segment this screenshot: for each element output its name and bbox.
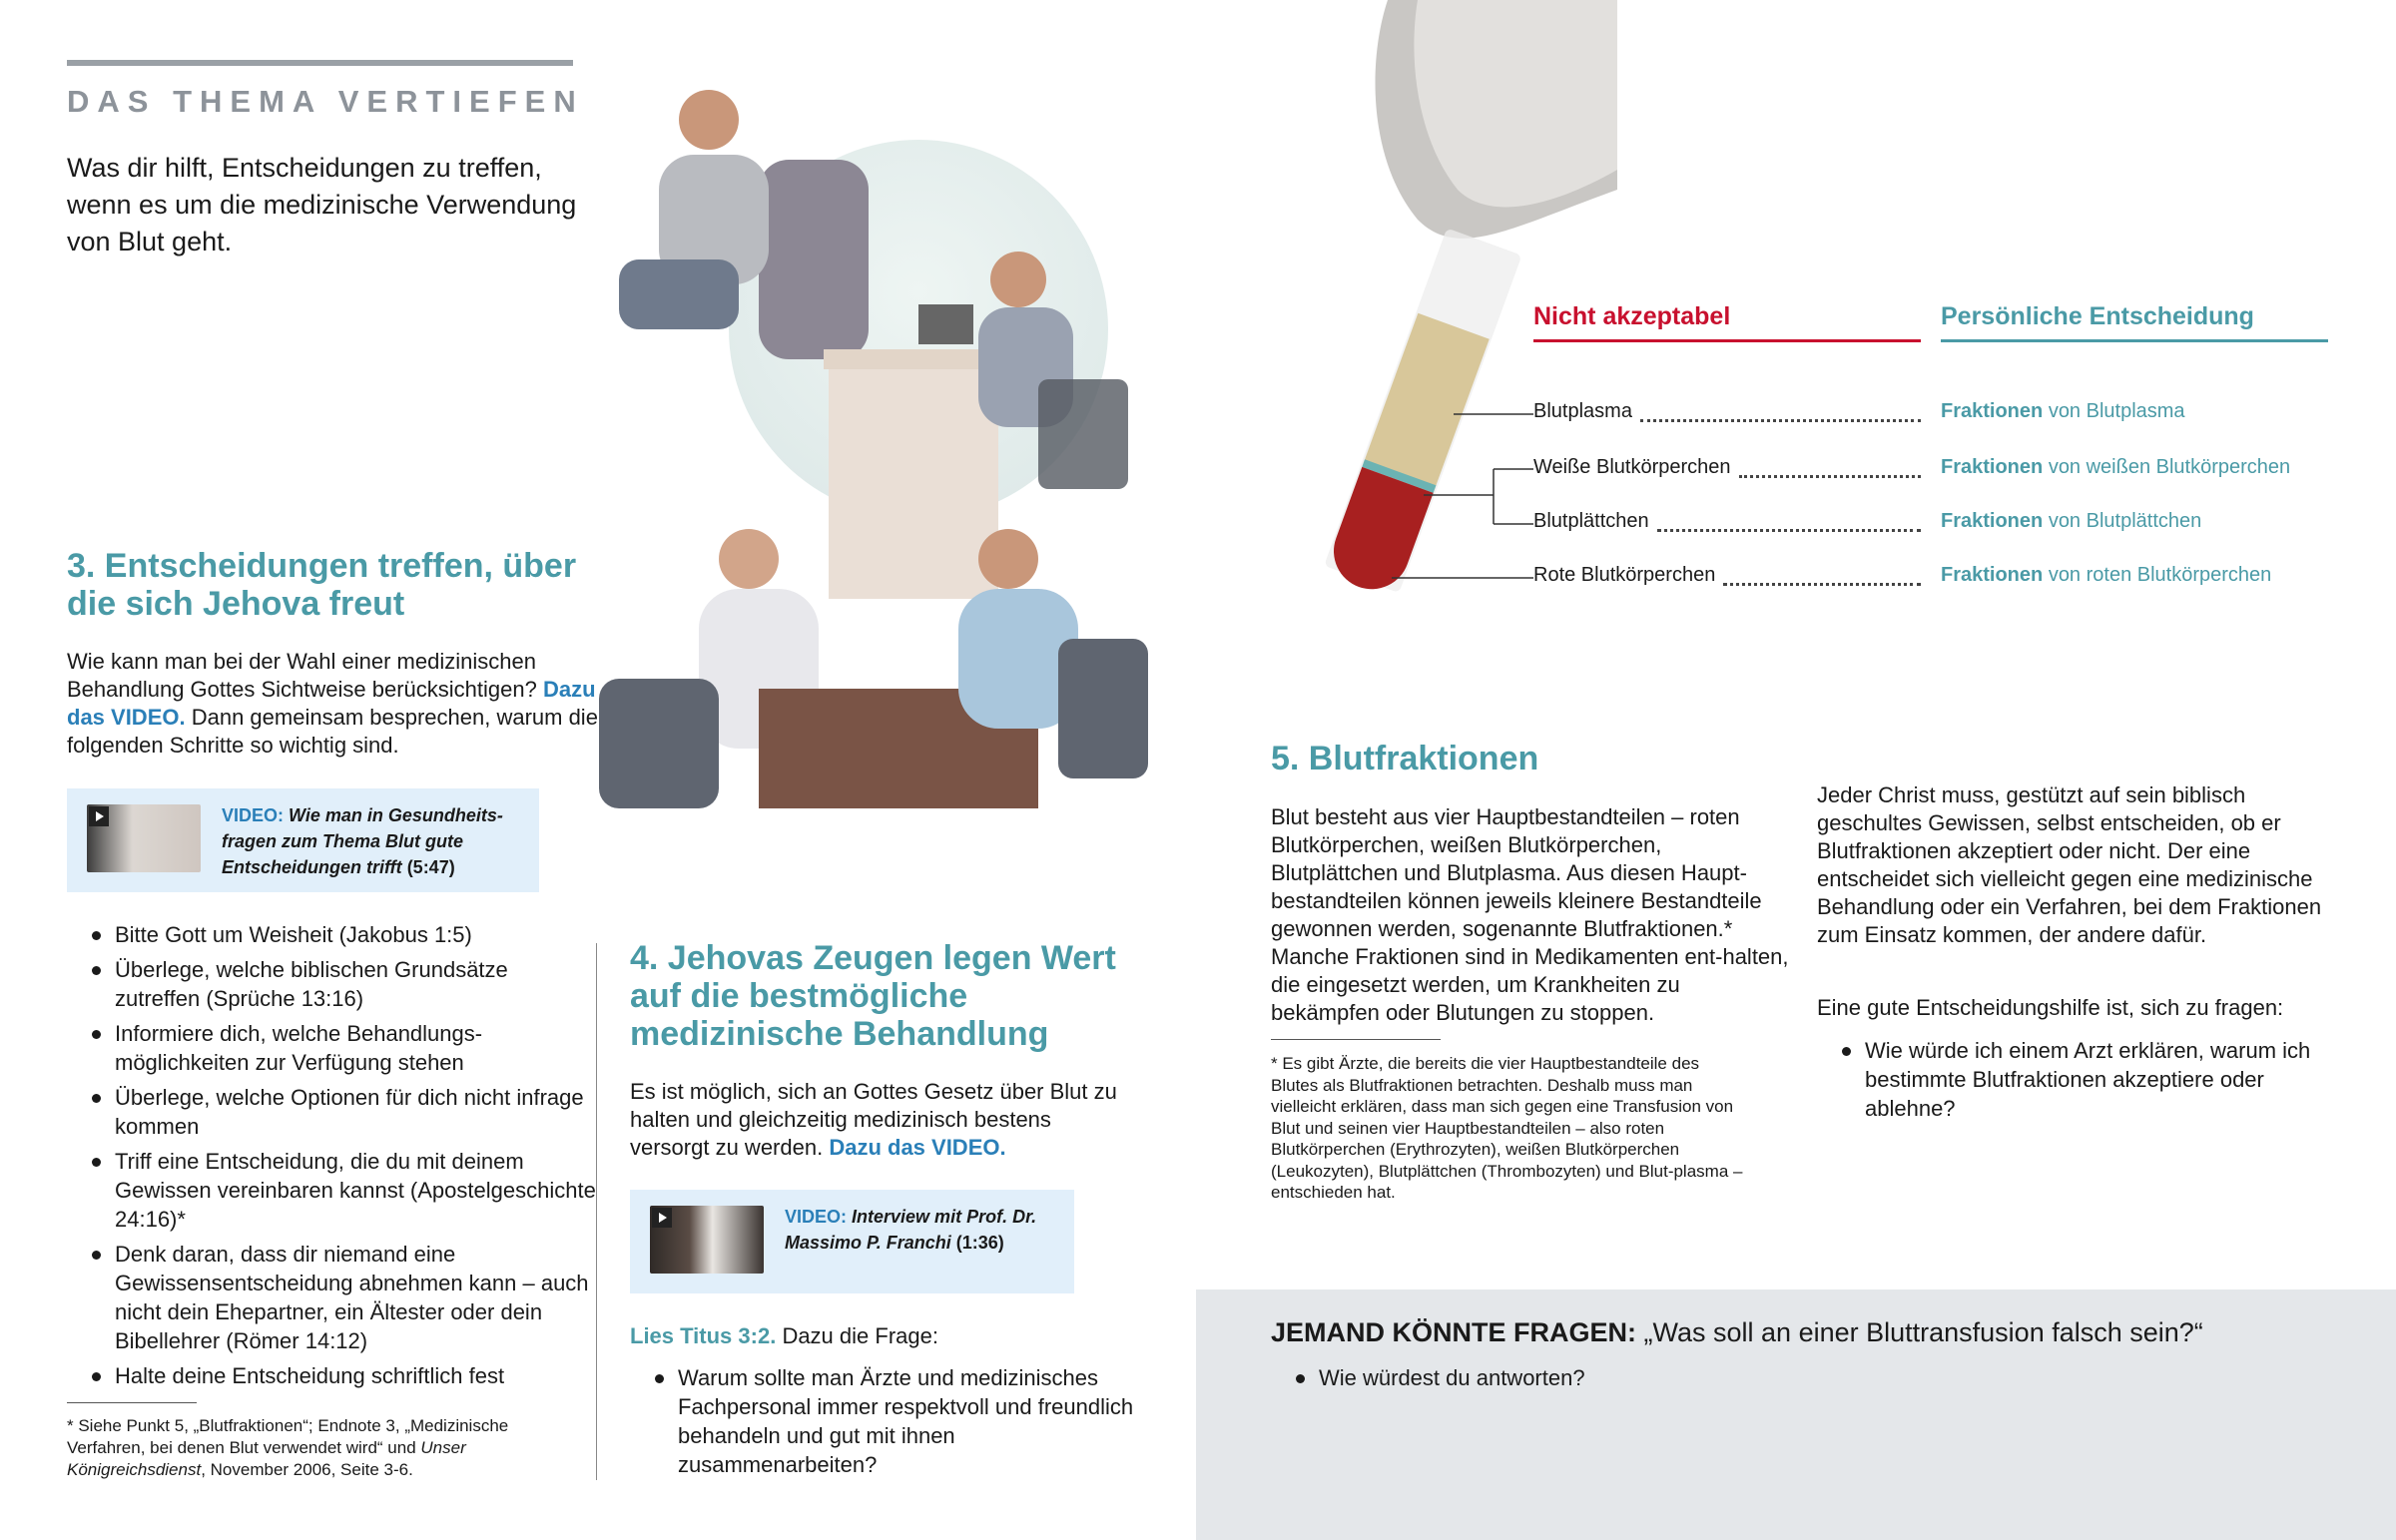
section-4-body-text: Es ist möglich, sich an Gottes Gesetz über Blut zu halten und gleichzeitig medizinisch bestens versorgt zu werden. — [630, 1079, 1117, 1160]
section-5-questions — [1817, 1036, 2336, 1129]
list-item: Halte deine Entscheidung schriftlich fest — [67, 1361, 596, 1390]
video-thumbnail[interactable] — [650, 1206, 764, 1274]
ask-questions — [1271, 1363, 1870, 1398]
play-icon[interactable] — [89, 806, 109, 826]
ask-lead: JEMAND KÖNNTE FRAGEN: — [1271, 1317, 1637, 1347]
section-5-title: 5. Blutfraktionen — [1271, 740, 1539, 777]
component-name: Blutplättchen — [1533, 510, 1649, 532]
column-divider — [596, 943, 597, 1480]
table-row — [1533, 564, 2328, 592]
footnote-rule — [67, 1402, 197, 1403]
table-row — [1533, 400, 2328, 428]
video-duration: (5:47) — [406, 857, 455, 877]
list-item: Überlege, welche Optionen für dich nicht infrage kommen — [67, 1083, 596, 1141]
prompt-text: Dazu die Frage: — [782, 1323, 938, 1348]
video-label: VIDEO: — [785, 1207, 848, 1227]
footnote-text: * Siehe Punkt 5, „Blutfraktionen“; Endnote 3, „Medizinische Verfahren, bei denen Blut verwendet wird“ und — [67, 1416, 509, 1457]
fraction-name: von Blutplättchen — [2048, 510, 2202, 532]
section-kicker: DAS THEMA VERTIEFEN — [67, 84, 584, 119]
fraction-word: Fraktionen — [1941, 564, 2044, 586]
video-caption — [222, 802, 521, 880]
table-row — [1533, 510, 2328, 538]
video-title: Wie man in Gesundheits-fragen zum Thema Blut gute Entscheidungen trifft — [222, 805, 503, 877]
fraction-word: Fraktionen — [1941, 510, 2044, 532]
video-label: VIDEO: — [222, 805, 285, 825]
column-rule-teal — [1941, 339, 2328, 342]
list-item: Wie würde ich einem Arzt erklären, warum ich bestimmte Blutfraktionen akzeptiere oder ablehne? — [1817, 1036, 2336, 1123]
bible-reading-prompt — [630, 1322, 1129, 1350]
section-3-body-text: Wie kann man bei der Wahl einer medizinischen Behandlung Gottes Sichtweise berücksichtigen? — [67, 649, 537, 702]
intro-text: Was dir hilft, Entscheidungen zu treffen, wenn es um die medizinische Verwendung von Blut geht. — [67, 153, 577, 257]
list-item: Warum sollte man Ärzte und medizinisches Fachpersonal immer respektvoll und freundlich behandeln und gut mit ihnen zusammenarbeiten? — [630, 1363, 1149, 1479]
video-link[interactable]: Dazu das VIDEO. — [67, 677, 596, 730]
video-link[interactable]: Dazu das VIDEO. — [829, 1135, 1006, 1160]
footnote-italic: Unser Königreichsdienst — [67, 1438, 466, 1479]
footnote-section-5: * Es gibt Ärzte, die bereits die vier Hauptbestandteile des Blutes als Blutfraktionen betrachten. Deshalb muss man vielleicht erklären, dass man sich gegen eine Transfusion von Blut und seinen vier Hauptbestandteilen – also roten Blutkörperchen (Erythrozyten), weißen Blutkörperchen (Leukozyten), Blutplättchen (Thrombozyten) und Blut-plasma – entschieden hat. — [1271, 1054, 1743, 1202]
table-row — [1533, 456, 2328, 484]
column-header-personal-decision: Persönliche Entscheidung — [1941, 302, 2254, 330]
list-item: Wie würdest du antworten? — [1271, 1363, 1870, 1392]
footnote-text-2: , November 2006, Seite 3-6. — [201, 1460, 413, 1479]
video-caption — [785, 1204, 1084, 1256]
section-3-steps — [67, 920, 596, 1396]
video-card-blood-decisions[interactable] — [67, 788, 539, 892]
column-rule-red — [1533, 339, 1921, 342]
section-5-question-lead: Eine gute Entscheidungshilfe ist, sich zu fragen: — [1817, 995, 2284, 1020]
video-title: Interview mit Prof. Dr. Massimo P. Franchi — [785, 1207, 1037, 1253]
list-item: Triff eine Entscheidung, die du mit deinem Gewissen vereinbaren kannst (Apostelgeschichte 24:16)* — [67, 1147, 596, 1234]
header-rule — [67, 60, 573, 66]
component-name: Weiße Blutkörperchen — [1533, 456, 1731, 478]
list-item: Bitte Gott um Weisheit (Jakobus 1:5) — [67, 920, 596, 949]
fraction-name: von weißen Blutkörperchen — [2048, 456, 2291, 478]
footnote-section-3 — [67, 1415, 586, 1481]
fraction-word: Fraktionen — [1941, 400, 2044, 422]
fraction-word: Fraktionen — [1941, 456, 2044, 478]
footnote-rule — [1271, 1039, 1441, 1040]
section-5-body: Blut besteht aus vier Hauptbestandteilen – roten Blutkörperchen, weißen Blutkörperchen, Blutplättchen und Blutplasma. Aus diesen Haupt-bestandteilen können jeweils kleinere Bestandteile gewonnen werden, sogenannte Blutfraktionen.* Manche Fraktionen sind in Medikamenten ent-halten, die eingesetzt werden, um Krankheiten zu bekämpfen oder Blutungen zu stoppen. — [1271, 804, 1789, 1025]
section-5-body-2: Jeder Christ muss, gestützt auf sein biblisch geschultes Gewissen, selbst entscheiden, ob er Blutfraktionen akzeptiert oder nicht. Der eine entscheidet sich vielleicht gegen eine medizinische Behandlung oder ein Verfahren, bei dem Fraktionen zum Einsatz kommen, der andere dafür. — [1817, 782, 2322, 947]
section-3-body-text-2: Dann gemeinsam besprechen, warum die folgenden Schritte so wichtig sind. — [67, 705, 598, 758]
list-item: Denk daran, dass dir niemand eine Gewissensentscheidung abnehmen kann – auch nicht dein Ehepartner, ein Ältester oder dein Bibellehrer (Römer 14:12) — [67, 1240, 596, 1355]
video-thumbnail[interactable] — [87, 804, 201, 872]
ask-quote: „Was soll an einer Bluttransfusion falsch sein?“ — [1643, 1317, 2203, 1347]
component-name: Rote Blutkörperchen — [1533, 564, 1716, 586]
bible-reference-link[interactable]: Lies Titus 3:2. — [630, 1323, 777, 1348]
fraction-name: von Blutplasma — [2048, 400, 2185, 422]
section-3-title: 3. Entscheidungen treffen, über die sich Jehova freut — [67, 547, 577, 623]
section-4-body — [630, 1078, 1129, 1162]
section-3-body — [67, 648, 606, 760]
list-item: Informiere dich, welche Behandlungs-möglichkeiten zur Verfügung stehen — [67, 1019, 596, 1077]
consultation-illustration — [599, 80, 1178, 838]
fraction-name: von roten Blutkörperchen — [2048, 564, 2272, 586]
list-item: Überlege, welche biblischen Grundsätze zutreffen (Sprüche 13:16) — [67, 955, 596, 1013]
section-4-title: 4. Jehovas Zeugen legen Wert auf die bestmögliche medizinische Behandlung — [630, 939, 1116, 1053]
play-icon[interactable] — [652, 1208, 672, 1228]
video-duration: (1:36) — [955, 1233, 1004, 1253]
video-card-interview[interactable] — [630, 1190, 1074, 1293]
section-4-questions — [630, 1363, 1149, 1485]
ask-line — [1271, 1317, 2203, 1348]
component-name: Blutplasma — [1533, 400, 1632, 422]
column-header-not-acceptable: Nicht akzeptabel — [1533, 302, 1731, 330]
